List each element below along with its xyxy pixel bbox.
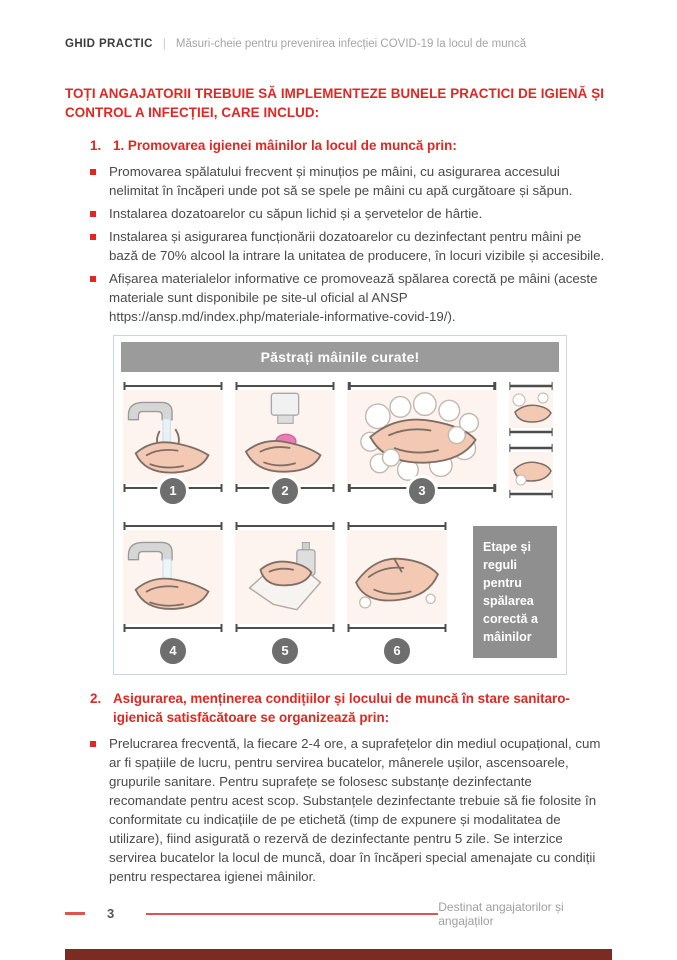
lather-hands-mini-icon xyxy=(509,390,553,428)
document-footer xyxy=(65,900,612,928)
bullet-text: Prelucrarea frecventă, la fiecare 2-4 ore, a suprafețelor din mediul ocupațional, cum ar fi spațiile de lucru, pentru servirea bucatelor, mânerele ușilor, ascensoarele, grupurile sanitare. Pentru suprafețe se folosesc substanțe dezinfectante recomandate pentru acest scop. Substanțele dezinfectante trebuie să fie folosite în conformitate cu indicațiile de pe etichetă (timp de expunere și modalitatea de utilizare), fiind asigurată o rezervă de dezinfectante pentru 5 zile. Se interzice servirea bucatelor la locul de muncă, doar în încăperi special amenajate cu condiții pentru respectarea igienei mâinilor. xyxy=(109,735,601,884)
apply-soap-dispenser-icon xyxy=(235,390,335,484)
bracket-line xyxy=(509,490,553,498)
step-number-badge: 2 xyxy=(269,475,301,507)
section-hand-hygiene xyxy=(65,136,612,326)
section-1-title: 1. Promovarea igienei mâinilor la locul de muncă prin: xyxy=(113,138,457,153)
step-number-badge: 4 xyxy=(157,635,189,667)
bullet-square-icon xyxy=(90,276,96,282)
section-2-heading xyxy=(90,689,612,728)
section-1-heading xyxy=(90,136,612,156)
bracket-line xyxy=(347,522,447,530)
header-subtitle: Măsuri-cheie pentru prevenirea infecției COVID-19 la locul de muncă xyxy=(175,38,527,50)
bullet-text: Promovarea spălatului frecvent și minuțios pe mâini, cu asigurarea accesului nelimitat în încăperi unde pot să se spele pe mâini cu apă curgătoare și săpun. xyxy=(109,163,573,198)
handwash-figure xyxy=(113,335,567,675)
rub-palms-mini-icon xyxy=(509,452,553,490)
bullet-text: Afișarea materialelor informative ce promovează spălarea corectă pe mâini (aceste materiale sunt disponibile pe site-ul oficial al ANSP https://ansp.md/index.php/materiale-informative-covid-19/). xyxy=(109,270,598,324)
bracket-line xyxy=(123,522,223,530)
extra-step-illustration xyxy=(509,444,553,498)
bracket-line xyxy=(123,382,223,390)
list-item xyxy=(90,227,612,265)
handwash-step-2 xyxy=(235,382,335,498)
document-header xyxy=(65,38,612,50)
bracket-line xyxy=(509,444,553,452)
rinse-hands-under-faucet-icon xyxy=(123,530,223,624)
bullet-text: Instalarea și asigurarea funcționării dozatoarelor cu dezinfectant pentru mâini pe bază de 70% alcool la intrare la unitatea de producere, în locuri vizibile și accesibile. xyxy=(109,228,605,263)
list-item xyxy=(90,269,612,326)
dry-hands-towel-icon xyxy=(235,530,335,624)
extra-step-illustration xyxy=(509,382,553,436)
section-2-title: Asigurarea, menținerea condițiilor și locului de muncă în stare sanitaro-igienică satisfăcătoare se organizează prin: xyxy=(113,690,570,725)
section-1-bullet-list xyxy=(65,162,612,326)
handwash-step-1 xyxy=(123,382,223,498)
bracket-line xyxy=(509,382,553,390)
handwash-step-5 xyxy=(235,522,335,658)
page-bottom-bar xyxy=(65,949,612,960)
footer-rule-line xyxy=(146,913,438,915)
section-2-number: 2. xyxy=(90,690,102,706)
bracket-line xyxy=(123,624,223,632)
bullet-square-icon xyxy=(90,211,96,217)
lather-hands-foam-icon xyxy=(347,390,497,484)
step-number-badge: 1 xyxy=(157,475,189,507)
figure-row-1 xyxy=(121,372,559,512)
section-1-number: 1. xyxy=(90,138,102,153)
handwash-step-4 xyxy=(123,522,223,658)
bracket-line xyxy=(235,522,335,530)
footer-audience-text: Destinat angajatorilor și angajaților xyxy=(438,899,564,928)
figure-banner: Păstrați mâinile curate! xyxy=(121,342,559,372)
bullet-square-icon xyxy=(90,741,96,747)
figure-caption: Etape și reguli pentru spălarea corectă a mâinilor xyxy=(473,526,557,658)
wet-hands-under-faucet-icon xyxy=(123,390,223,484)
footer-dash-icon xyxy=(65,912,85,915)
handwash-step-3 xyxy=(347,382,497,498)
intro-heading: TOȚI ANGAJATORII TREBUIE SĂ IMPLEMENTEZE BUNELE PRACTICI DE IGIENĂ ȘI CONTROL A INFECȚIEI, CARE INCLUD: xyxy=(65,86,605,120)
header-separator: | xyxy=(162,38,166,50)
list-item xyxy=(90,734,612,886)
handwash-step-6 xyxy=(347,522,447,658)
bracket-line xyxy=(347,382,497,390)
step-number-badge: 5 xyxy=(269,635,301,667)
bracket-line xyxy=(235,382,335,390)
list-item xyxy=(90,162,612,200)
page-number: 3 xyxy=(107,906,115,921)
bullet-square-icon xyxy=(90,234,96,240)
section-2-bullet-list xyxy=(65,734,612,886)
clean-hands-icon xyxy=(347,530,447,624)
guide-brand: GHID PRACTIC xyxy=(65,38,153,50)
step-number-badge: 6 xyxy=(381,635,413,667)
step-number-badge: 3 xyxy=(406,475,438,507)
bracket-line xyxy=(347,624,447,632)
list-item xyxy=(90,204,612,223)
extra-steps-column xyxy=(509,382,553,498)
bracket-line xyxy=(509,428,553,436)
bullet-square-icon xyxy=(90,169,96,175)
bullet-text: Instalarea dozatoarelor cu săpun lichid și a șervetelor de hârtie. xyxy=(109,205,483,221)
bracket-line xyxy=(235,624,335,632)
figure-row-2 xyxy=(121,512,559,664)
section-sanitary-conditions xyxy=(65,689,612,886)
